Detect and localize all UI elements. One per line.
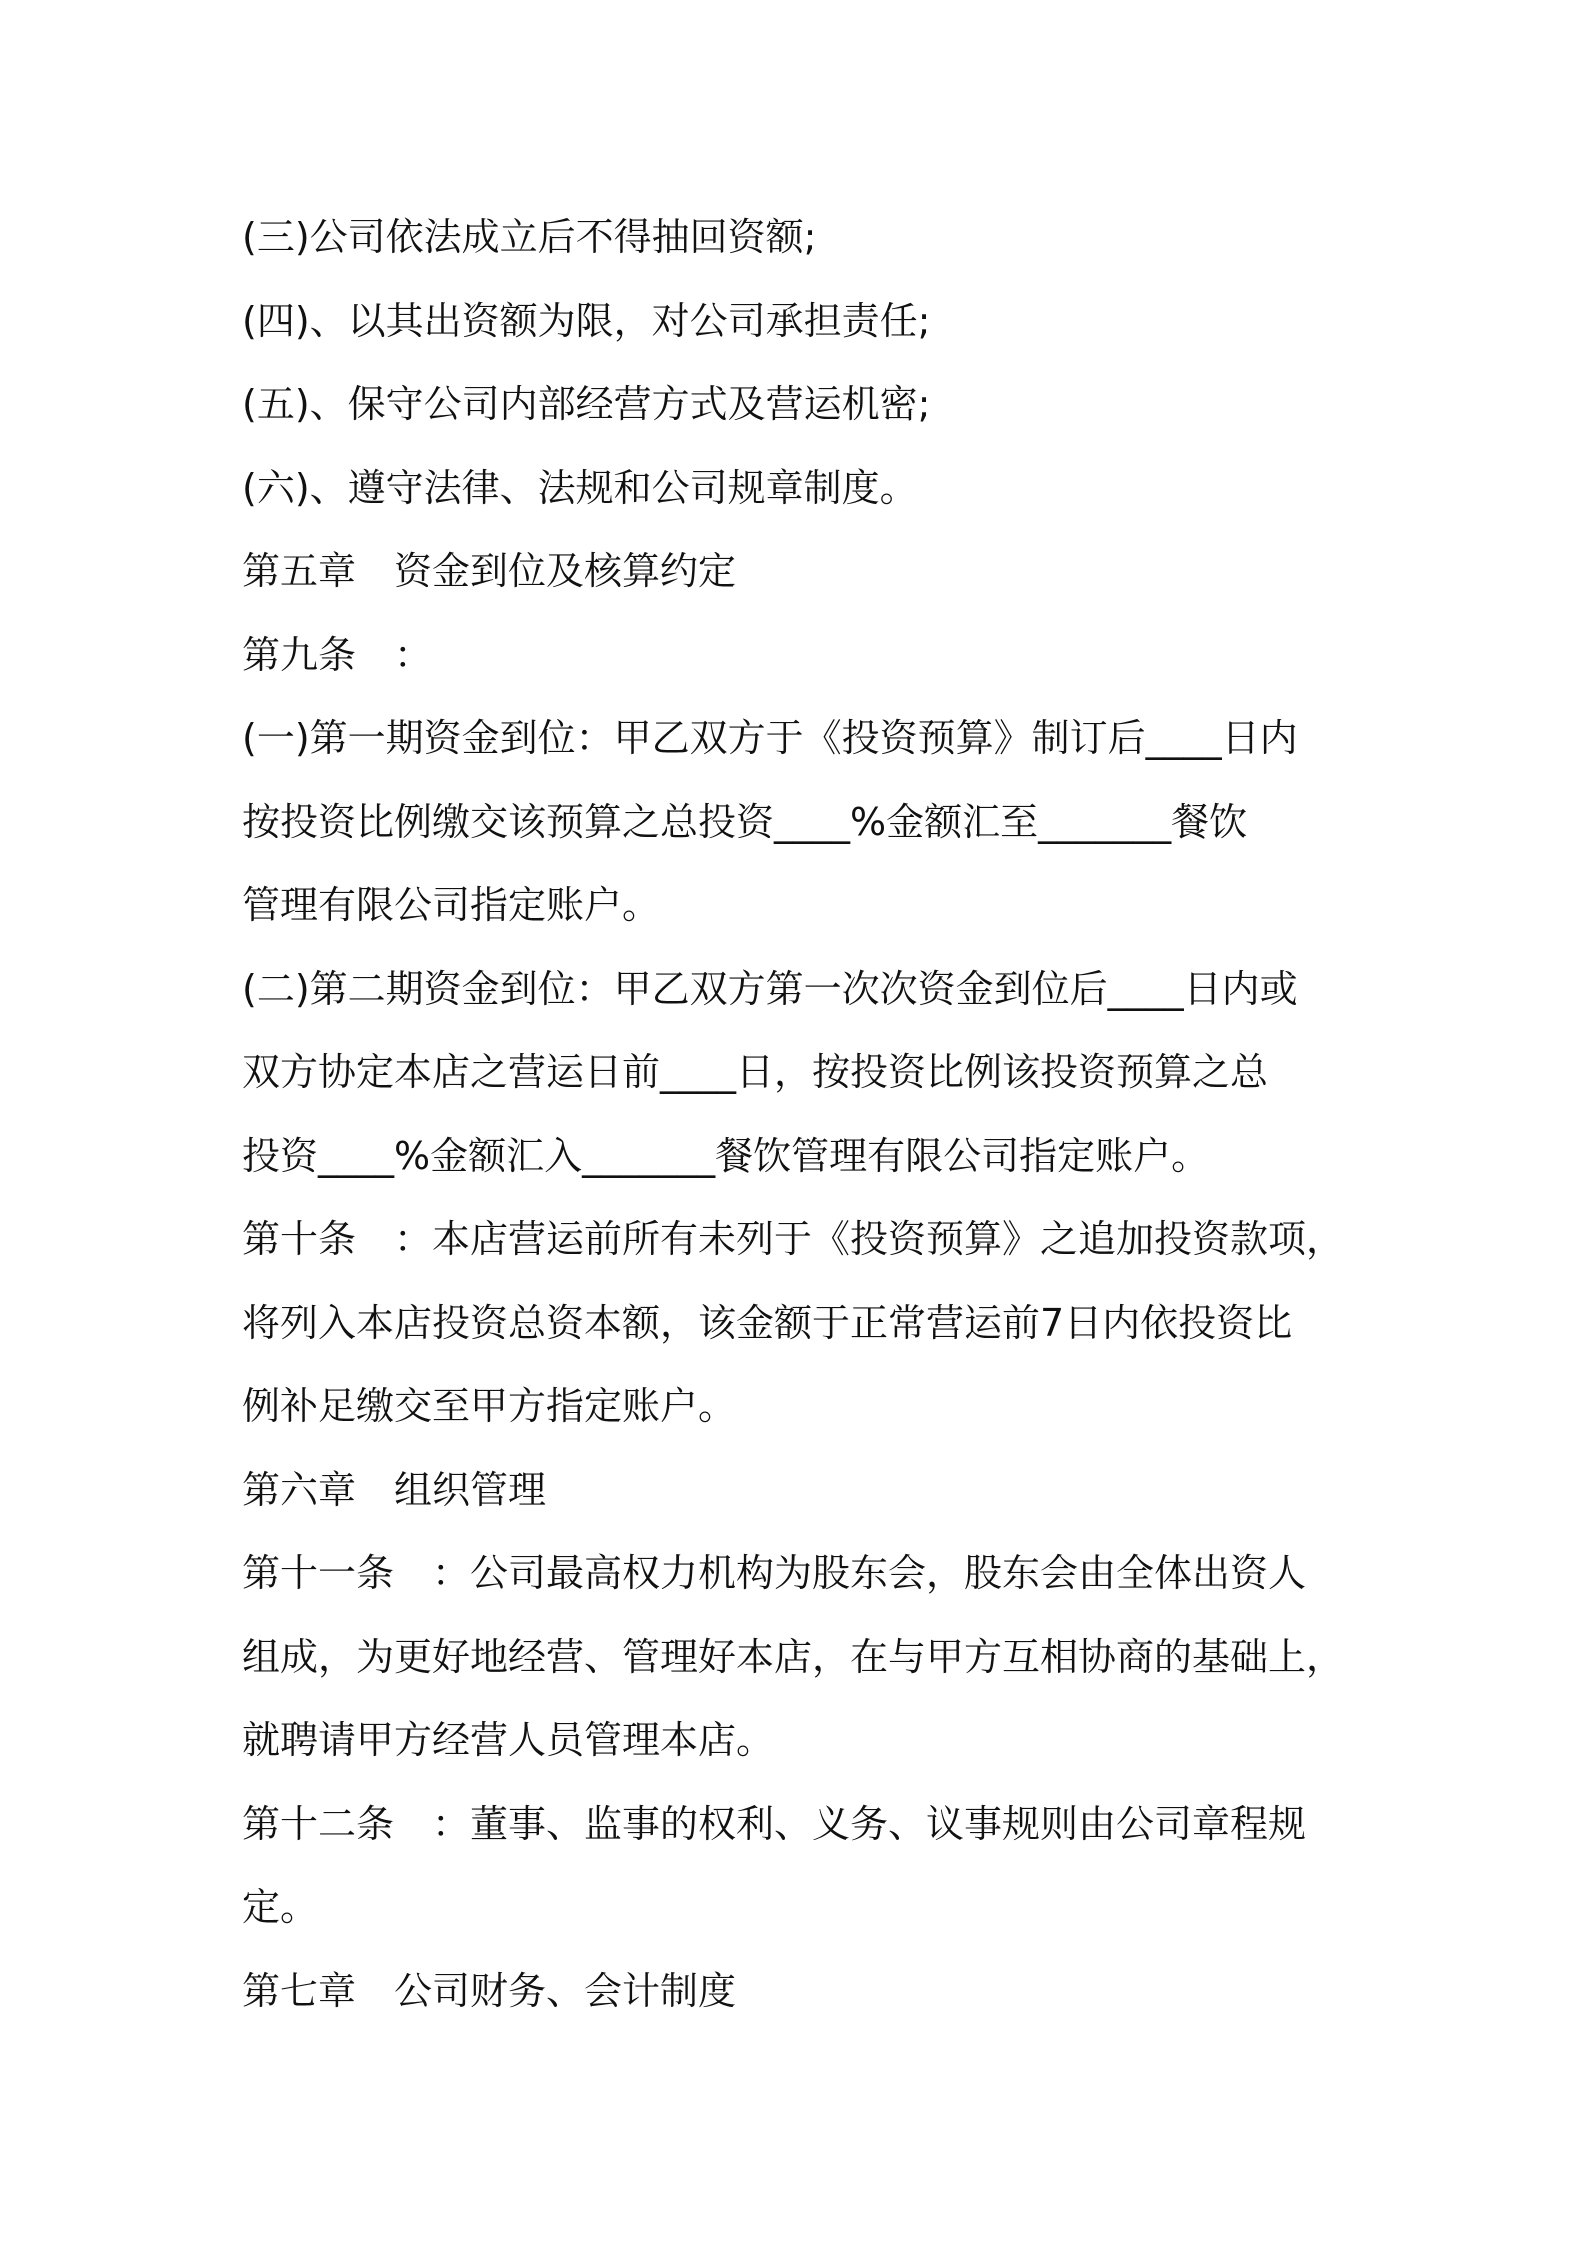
article-9-item-1-line-3: 管理有限公司指定账户。 <box>242 883 661 927</box>
article-12-line-1: 第十二条 ：董事、监事的权利、义务、议事规则由公司章程规 <box>242 1801 1307 1846</box>
article-9-item-1-line-1: (一)第一期资金到位：甲乙双方于《投资预算》制订后____日内 <box>242 716 1298 760</box>
clause-3-no-withdrawal: (三)公司依法成立后不得抽回资额; <box>242 215 817 259</box>
article-10-line-3: 例补足缴交至甲方指定账户。 <box>242 1384 737 1428</box>
article-9-heading: 第九条 ： <box>242 632 433 677</box>
chapter-5-heading: 第五章 资金到位及核算约定 <box>242 549 737 593</box>
article-9-item-2-line-3: 投资____%金额汇入_______餐饮管理有限公司指定账户。 <box>242 1133 1210 1178</box>
clause-4-liability: (四)、以其出资额为限，对公司承担责任; <box>242 298 931 343</box>
article-10-line-2: 将列入本店投资总资本额，该金额于正常营运前7日内依投资比 <box>242 1300 1293 1345</box>
article-10-line-1: 第十条 ：本店营运前所有未列于《投资预算》之追加投资款项， <box>242 1217 1345 1261</box>
clause-6-compliance: (六)、遵守法律、法规和公司规章制度。 <box>242 465 918 510</box>
article-11-line-3: 就聘请甲方经营人员管理本店。 <box>242 1718 775 1762</box>
article-11-line-1: 第十一条 ：公司最高权力机构为股东会，股东会由全体出资人 <box>242 1551 1307 1595</box>
article-9-item-1-line-2: 按投资比例缴交该预算之总投资____%金额汇至_______餐饮 <box>242 799 1248 844</box>
chapter-6-heading: 第六章 组织管理 <box>242 1467 547 1512</box>
chapter-7-heading: 第七章 公司财务、会计制度 <box>242 1968 737 2013</box>
article-12-line-2: 定。 <box>242 1885 319 1929</box>
article-9-item-2-line-2: 双方协定本店之营运日前____日，按投资比例该投资预算之总 <box>242 1050 1269 1094</box>
clause-5-confidentiality: (五)、保守公司内部经营方式及营运机密; <box>242 382 931 426</box>
article-9-item-2-line-1: (二)第二期资金到位：甲乙双方第一次次资金到位后____日内或 <box>242 966 1298 1011</box>
document-body <box>242 196 1362 2033</box>
article-11-line-2: 组成，为更好地经营、管理好本店，在与甲方互相协商的基础上， <box>242 1634 1345 1679</box>
